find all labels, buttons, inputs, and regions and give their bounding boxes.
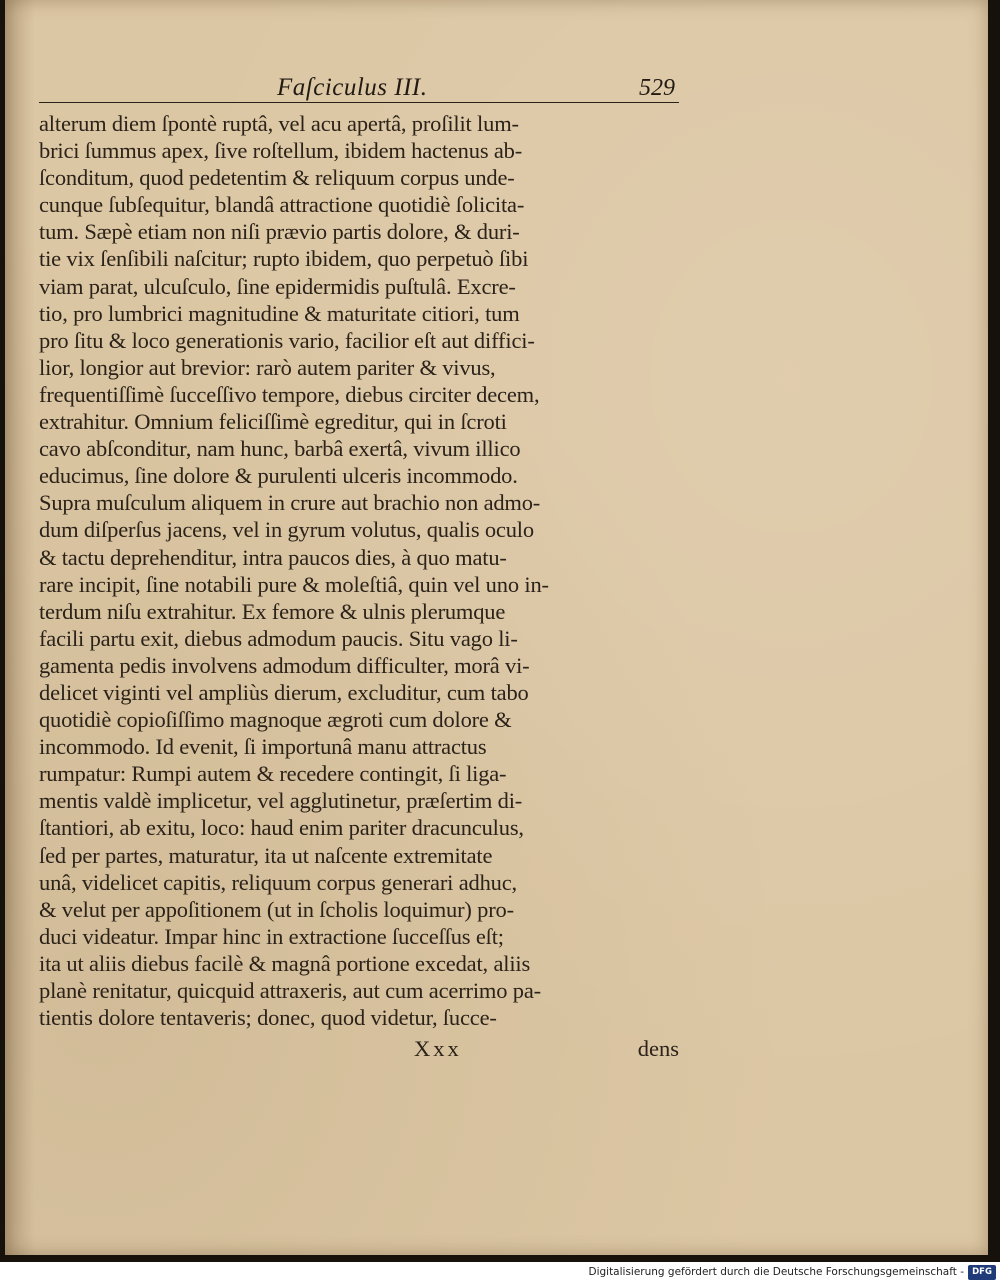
- text-line: ſed per partes, maturatur, ita ut naſcente extremitate: [39, 842, 493, 868]
- text-line: unâ, videlicet capitis, reliquum corpus generari adhuc,: [39, 869, 517, 895]
- text-line: incommodo. Id evenit, ſi importunâ manu attractus: [39, 734, 487, 760]
- text-line: rare incipit, ſine notabili pure & moleſtiâ, quin vel uno in-: [39, 571, 549, 597]
- dfg-logo: DFG: [968, 1265, 996, 1280]
- text-line: lior, longior aut brevior: rarò autem pariter & vivus,: [39, 354, 496, 380]
- text-line: tio, pro lumbrici magnitudine & maturitate citiori, tum: [39, 300, 520, 326]
- text-line: ſtantiori, ab exitu, loco: haud enim pariter dracunculus,: [39, 815, 524, 841]
- text-line: Supra muſculum aliquem in crure aut brachio non admo-: [39, 490, 541, 516]
- text-line: tum. Sæpè etiam non niſi prævio partis dolore, & duri-: [39, 219, 520, 245]
- text-line: tie vix ſenſibili naſcitur; rupto ibidem, quo perpetuò ſibi: [39, 246, 529, 272]
- funding-credit: Digitalisierung gefördert durch die Deutsche Forschungsgemeinschaft -: [588, 1266, 964, 1278]
- catch-row: [39, 1034, 679, 1064]
- text-line: pro ſitu & loco generationis vario, facilior eſt aut diffici-: [39, 327, 535, 353]
- running-head: [39, 72, 679, 103]
- text-line: ſconditum, quod pedetentim & reliquum corpus unde-: [39, 165, 515, 191]
- text-line: educimus, ſine dolore & purulenti ulceris incommodo.: [39, 463, 518, 489]
- text-line: ita ut aliis diebus facilè & magnâ portione excedat, aliis: [39, 950, 531, 976]
- signature-mark: Xxx: [414, 1036, 462, 1061]
- book-page: [5, 0, 988, 1255]
- text-line: alterum diem ſpontè ruptâ, vel acu apertâ, proſilit lum-: [39, 111, 519, 136]
- text-line: duci videatur. Impar hinc in extractione ſucceſſus eſt;: [39, 923, 504, 949]
- text-line: facili partu exit, diebus admodum paucis. Situ vago li-: [39, 625, 518, 651]
- text-line: delicet viginti vel ampliùs dierum, excluditur, cum tabo: [39, 679, 529, 705]
- text-line: dum diſperſus jacens, vel in gyrum volutus, qualis oculo: [39, 517, 534, 543]
- text-line: cavo abſconditur, nam hunc, barbâ exertâ, vivum illico: [39, 436, 521, 462]
- text-line: & velut per appoſitionem (ut in ſcholis loquimur) pro-: [39, 896, 514, 922]
- page-number: 529: [639, 75, 675, 101]
- text-line: brici ſummus apex, ſive roſtellum, ibidem hactenus ab-: [39, 138, 523, 164]
- text-line: viam parat, ulcuſculo, ſine epidermidis puſtulâ. Excre-: [39, 273, 516, 299]
- text-line: rumpatur: Rumpi autem & recedere contingit, ſi liga-: [39, 761, 507, 787]
- body-text: [39, 110, 689, 1031]
- text-line: tientis dolore tentaveris; donec, quod videtur, ſucce-: [39, 1005, 497, 1031]
- text-line: cunque ſubſequitur, blandâ attractione quotidiè ſolicita-: [39, 192, 525, 218]
- text-line: terdum niſu extrahitur. Ex femore & ulnis plerumque: [39, 598, 506, 624]
- text-line: quotidiè copioſiſſimo magnoque ægroti cum dolore &: [39, 707, 512, 733]
- text-line: extrahitur. Omnium feliciſſimè egreditur, qui in ſcroti: [39, 409, 507, 435]
- text-line: & tactu deprehenditur, intra paucos dies, à quo matu-: [39, 544, 507, 570]
- catchword: dens: [637, 1036, 679, 1061]
- text-line: frequentiſſimè ſucceſſivo tempore, diebus circiter decem,: [39, 381, 540, 407]
- text-line: gamenta pedis involvens admodum difficulter, morâ vi-: [39, 652, 530, 678]
- running-head-title: Faſciculus III.: [277, 74, 428, 101]
- digitization-footer: [0, 1262, 1000, 1285]
- text-line: planè renitatur, quicquid attraxeris, aut cum acerrimo pa-: [39, 978, 542, 1003]
- text-line: mentis valdè implicetur, vel agglutinetur, præſertim di-: [39, 788, 523, 814]
